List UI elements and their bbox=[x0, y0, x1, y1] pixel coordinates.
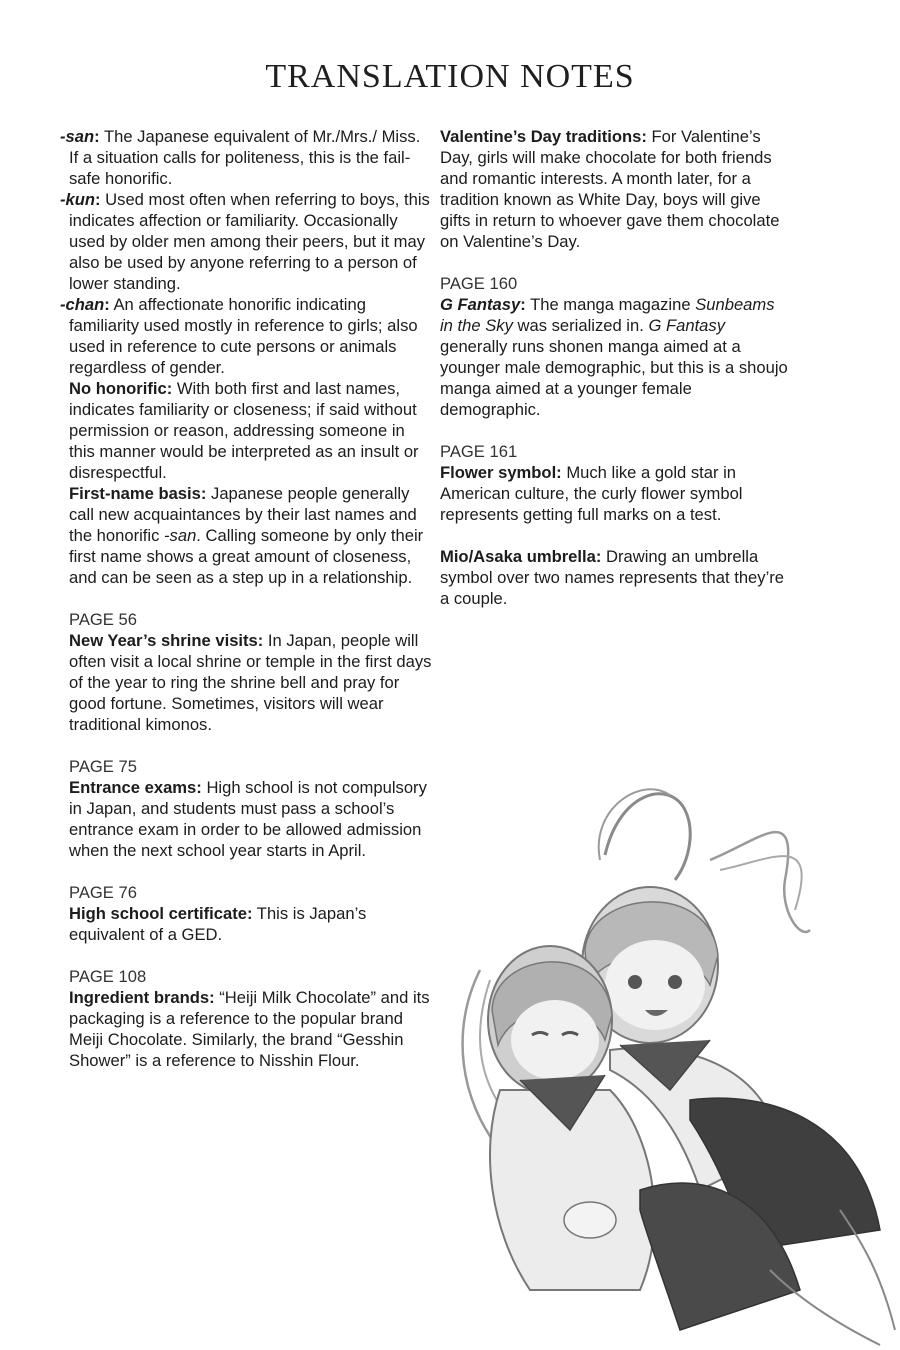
page-label: PAGE 161 bbox=[440, 442, 518, 461]
page-label: PAGE 56 bbox=[69, 610, 137, 629]
note-label: Ingredient brands: bbox=[69, 988, 215, 1007]
note-label: Entrance exams: bbox=[69, 778, 202, 797]
note-text: With both first and last names, indicates familiarity or closeness; if said without permission or reason, addressing someone in this manner would be interpreted as an insult or disrespectful. bbox=[69, 379, 419, 482]
note-text: The Japanese equivalent of Mr./Mrs./ Miss. If a situation calls for politeness, this is the fail-safe honorific. bbox=[69, 127, 421, 188]
note-text: In Japan, people will often visit a local shrine or temple in the first days of the year to ring the shrine bell and pray for good fortune. Sometimes, visitors will wear traditional kimonos. bbox=[69, 631, 432, 734]
title-italic: Sunbeams in the Sky bbox=[440, 295, 775, 335]
page-label: PAGE 108 bbox=[69, 967, 147, 986]
sep: : bbox=[95, 190, 101, 209]
note-label: No honorific: bbox=[69, 379, 173, 398]
note-kun bbox=[60, 189, 432, 294]
note-umbrella bbox=[440, 546, 790, 609]
note-label: Valentine’s Day traditions: bbox=[440, 127, 647, 146]
note-text: generally runs shonen manga aimed at a younger male demographic, but this is a shoujo manga aimed at a younger female demographic. bbox=[440, 337, 788, 419]
note-new-year bbox=[60, 630, 432, 735]
note-valentine bbox=[440, 126, 790, 252]
note-text: Japanese people generally call new acquaintances by their last names and the honorific bbox=[69, 484, 417, 545]
illustration-two-girls bbox=[440, 770, 900, 1350]
sep: : bbox=[94, 127, 100, 146]
note-text: Drawing an umbrella symbol over two names represents that they’re a couple. bbox=[440, 547, 785, 608]
page-label: PAGE 76 bbox=[69, 883, 137, 902]
note-label: High school certificate: bbox=[69, 904, 253, 923]
note-text: Much like a gold star in American culture, the curly flower symbol represents getting full marks on a test. bbox=[440, 463, 743, 524]
note-ingredient-brands bbox=[60, 987, 432, 1071]
term-chan: -chan bbox=[60, 295, 105, 314]
note-text: For Valentine’s Day, girls will make chocolate for both friends and romantic interests. A month later, for a tradition known as White Day, boys will give gifts in return to whoever gave them chocolate on Valentine’s Day. bbox=[440, 127, 780, 251]
title-italic: G Fantasy bbox=[648, 316, 725, 335]
sep: : bbox=[520, 295, 526, 314]
note-flower-symbol bbox=[440, 462, 790, 525]
note-g-fantasy bbox=[440, 294, 790, 420]
note-chan bbox=[60, 294, 432, 378]
note-text: This is Japan’s equivalent of a GED. bbox=[69, 904, 367, 944]
right-column bbox=[440, 126, 790, 609]
page-title: TRANSLATION NOTES bbox=[265, 58, 635, 95]
term-kun: -kun bbox=[60, 190, 96, 209]
note-certificate bbox=[60, 903, 432, 945]
sep: : bbox=[104, 295, 110, 314]
note-text: . Calling someone by only their first name shows a great amount of closeness, and can be seen as a step up in a relationship. bbox=[69, 526, 424, 587]
note-label: Flower symbol: bbox=[440, 463, 562, 482]
term-san: -san bbox=[60, 127, 95, 146]
note-text: The manga magazine bbox=[525, 295, 696, 314]
note-text: “Heiji Milk Chocolate” and its packaging is a reference to the popular brand Meiji Chocolate. Similarly, the brand “Gesshin Shower” is a reference to Nisshin Flour. bbox=[69, 988, 430, 1070]
note-text: An affectionate honorific indicating familiarity used mostly in reference to girls; also used in reference to cute persons or animals regardless of gender. bbox=[69, 295, 418, 377]
note-first-name bbox=[60, 483, 432, 588]
note-label: First-name basis: bbox=[69, 484, 207, 503]
page-label: PAGE 160 bbox=[440, 274, 518, 293]
note-no-honorific bbox=[60, 378, 432, 483]
note-label: Mio/Asaka umbrella: bbox=[440, 547, 602, 566]
note-text: High school is not compulsory in Japan, and students must pass a school’s entrance exam in order to be allowed admission when the next school year starts in April. bbox=[69, 778, 427, 860]
note-san bbox=[60, 126, 432, 189]
note-text: was serialized in. bbox=[512, 316, 649, 335]
note-entrance-exams bbox=[60, 777, 432, 861]
note-text: Used most often when referring to boys, this indicates affection or familiarity. Occasionally used by older men among their peers, but it may also be used by anyone referring to a person of lower standing. bbox=[69, 190, 430, 293]
term-san-inline: -san bbox=[164, 526, 197, 545]
left-column bbox=[60, 126, 432, 1071]
page-label: PAGE 75 bbox=[69, 757, 137, 776]
note-label: G Fantasy bbox=[440, 295, 521, 314]
note-label: New Year’s shrine visits: bbox=[69, 631, 264, 650]
